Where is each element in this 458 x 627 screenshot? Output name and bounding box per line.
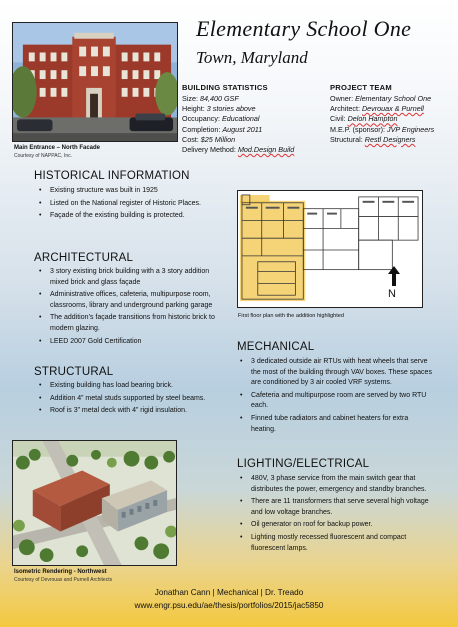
list-item: • There are 11 transformers that serve several high voltage and low voltage branches.	[237, 497, 433, 518]
footer-credits: Jonathan Cann | Mechanical | Dr. Treado	[154, 588, 304, 597]
footer-url-link[interactable]: www.engr.psu.edu/ae/thesis/portfolios/2015/jac5850	[134, 601, 324, 610]
team-owner: Owner: Elementary School One	[330, 94, 432, 103]
list-item: • Addition 4” metal studs supported by steel beams.	[36, 394, 224, 405]
list-item: • Finned tube radiators and cabinet heaters for extra heating.	[237, 414, 433, 435]
list-item: • 3 dedicated outside air RTUs with heat wheels that serve the most of the building through VAV boxes. These spaces are conditioned by 3 air cooled VRF systems.	[237, 357, 433, 389]
list-item: • Roof is 3” metal deck with 4” rigid insulation.	[36, 406, 224, 417]
floor-plan-caption: First floor plan with the addition highlighted	[238, 313, 345, 319]
main-photo-caption: Main Entrance – North Facade	[14, 145, 101, 151]
rendering-caption: Isometric Rendering - Northwest	[14, 569, 107, 575]
building-statistics-heading: BUILDING STATISTICS	[182, 83, 268, 92]
page-subtitle: Town, Maryland	[196, 48, 308, 67]
list-item: • Existing structure was built in 1925	[36, 186, 204, 197]
list-item: • Administrative offices, cafeteria, multipurpose room, classrooms, library and underground parking garage	[36, 290, 224, 311]
list-item: • 3 story existing brick building with a 3 story addition mixed brick and glass façade	[36, 267, 224, 288]
structural-heading: STRUCTURAL	[34, 366, 114, 378]
north-label: N	[388, 288, 396, 300]
mechanical-heading: MECHANICAL	[237, 341, 315, 353]
project-team-heading: PROJECT TEAM	[330, 83, 392, 92]
main-photo-credit: Courtesy of NAPPAC, Inc.	[14, 153, 72, 159]
architectural-list	[36, 267, 224, 349]
mechanical-list	[237, 357, 433, 437]
lighting-electrical-heading: LIGHTING/ELECTRICAL	[237, 458, 370, 470]
team-mep: M.E.P. (sponsor): JVP Engineers	[330, 124, 435, 134]
stat-completion: Completion: August 2011	[182, 124, 263, 134]
page-title: Elementary School One	[196, 16, 412, 41]
architectural-heading: ARCHITECTURAL	[34, 252, 134, 264]
list-item: • Oil generator on roof for backup power.	[237, 520, 433, 531]
list-item: • Existing building has load bearing brick.	[36, 381, 224, 392]
team-structural: Structural: Restl Designers	[330, 134, 416, 144]
main-entrance-photo	[12, 22, 178, 142]
isometric-rendering-image	[12, 440, 177, 566]
stat-occupancy: Occupancy: Educational	[182, 114, 260, 124]
team-civil: Civil: Delon Hampton	[330, 114, 398, 124]
stat-delivery-method: Delivery Method: Mod.Design Build	[182, 145, 295, 155]
building-statistics	[182, 83, 294, 155]
stat-size: Size: 84,400 GSF	[182, 94, 239, 103]
list-item: • 480V, 3 phase service from the main switch gear that distributes the power, emergency and standby branches.	[237, 474, 433, 495]
stat-cost: Cost: $25 Million	[182, 134, 236, 144]
lighting-electrical-list	[237, 474, 433, 556]
list-item: • Listed on the National register of Historic Places.	[36, 199, 204, 210]
list-item: • Façade of the existing building is protected.	[36, 211, 204, 222]
stat-height: Height: 3 stories above	[182, 104, 256, 114]
list-item: • The addition’s façade transitions from historic brick to modern glazing.	[36, 313, 224, 334]
list-item: • LEED 2007 Gold Certification	[36, 337, 224, 348]
north-arrow-icon	[388, 266, 400, 286]
team-architect: Architect: Devrouax & Purnell	[330, 104, 424, 114]
project-team	[330, 83, 434, 145]
list-item: • Cafeteria and multipurpose room are served by two RTU each.	[237, 391, 433, 412]
list-item: • Lighting mostly recessed fluorescent and compact fluorescent lamps.	[237, 533, 433, 554]
rendering-credit: Courtesy of Devrouax and Purnell Architects	[14, 577, 113, 583]
historical-heading: HISTORICAL INFORMATION	[34, 170, 190, 182]
structural-list	[36, 381, 224, 419]
historical-list	[36, 186, 204, 224]
